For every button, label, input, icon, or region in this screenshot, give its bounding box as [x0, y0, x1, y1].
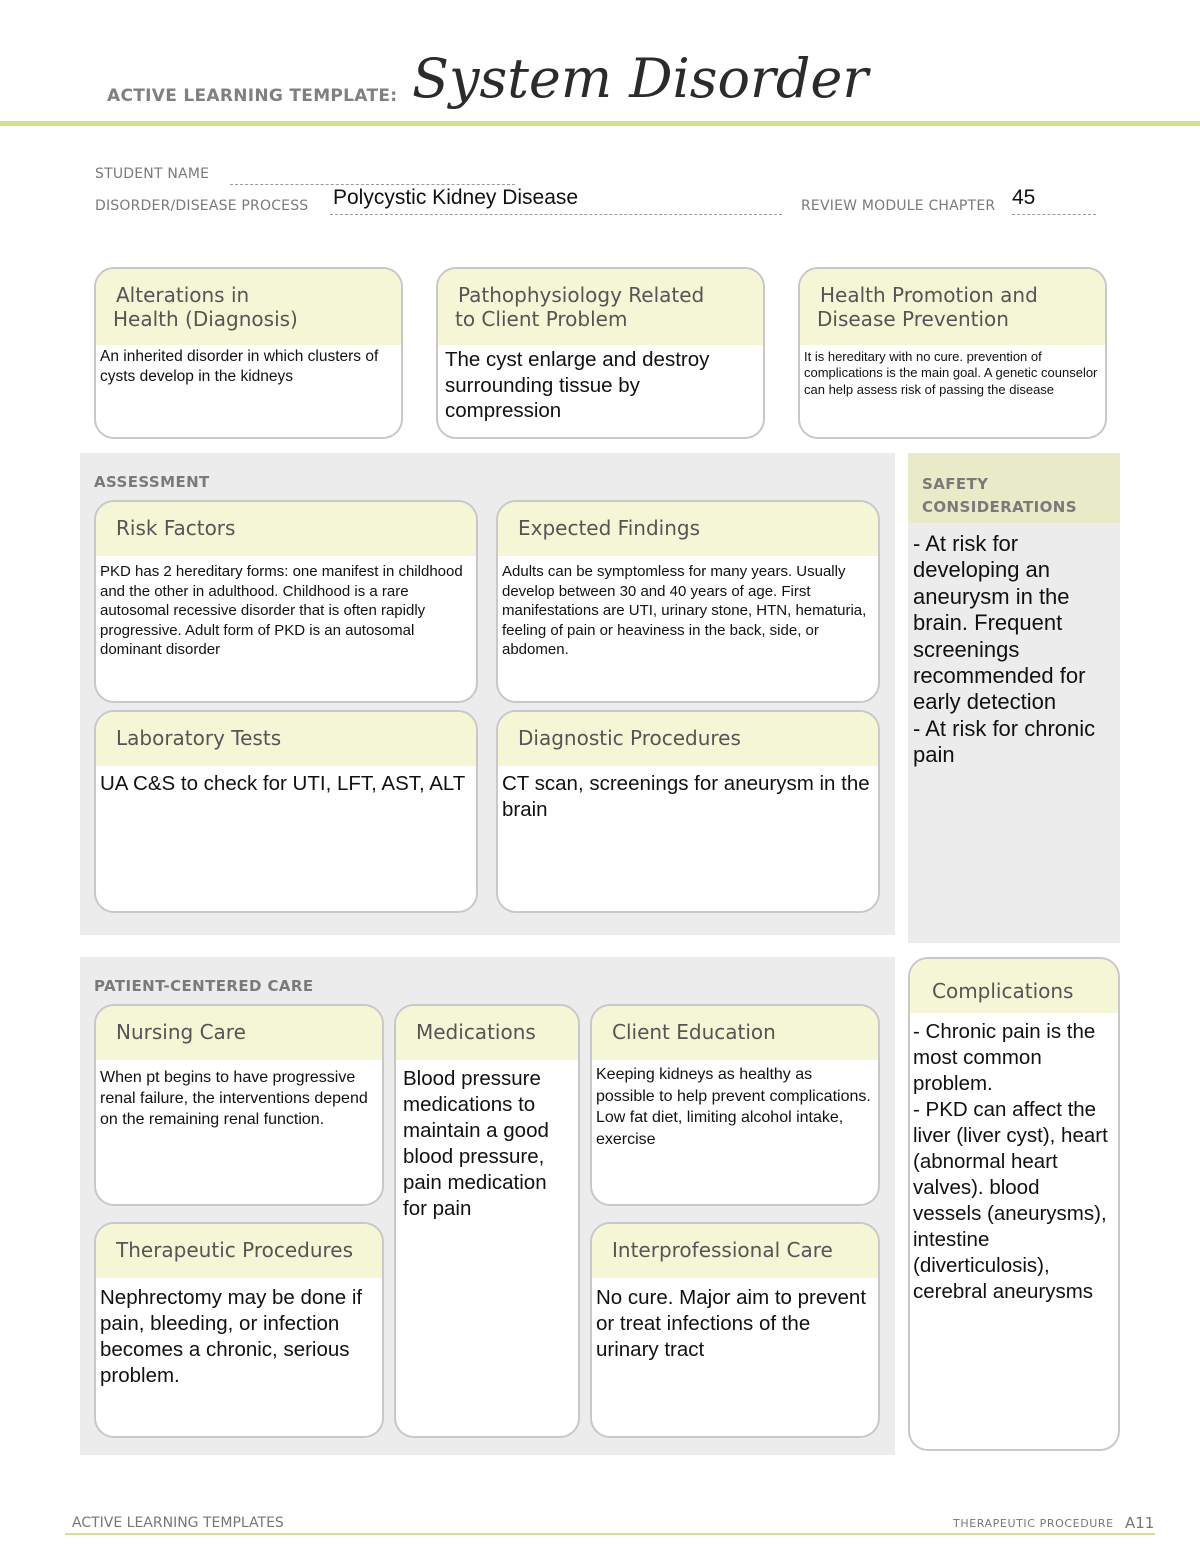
risk-factors-box[interactable]	[94, 500, 478, 703]
diagnostic-procedures-title: Diagnostic Procedures	[498, 712, 878, 766]
interprofessional-care-body: No cure. Major aim to prevent or treat infections of the urinary tract	[596, 1286, 867, 1362]
template-label: ACTIVE LEARNING TEMPLATE:	[107, 86, 398, 106]
alterations-body: An inherited disorder in which clusters of cysts develop in the kidneys	[100, 348, 379, 385]
interprofessional-care-title: Interprofessional Care	[592, 1224, 878, 1278]
health-promotion-box[interactable]	[798, 267, 1107, 439]
expected-findings-title: Expected Findings	[498, 502, 878, 556]
student-name-field[interactable]	[230, 168, 515, 185]
laboratory-tests-title: Laboratory Tests	[96, 712, 476, 766]
therapeutic-procedures-box[interactable]	[94, 1222, 384, 1438]
risk-factors-title: Risk Factors	[96, 502, 476, 556]
alterations-box[interactable]	[94, 267, 403, 439]
footer-divider	[65, 1533, 1155, 1535]
client-education-body: Keeping kidneys as healthy as possible to help prevent complications. Low fat diet, limiting alcohol intake, exercise	[596, 1066, 871, 1148]
chapter-label: REVIEW MODULE CHAPTER	[801, 198, 996, 214]
footer-page-number: A11	[1125, 1514, 1155, 1532]
patient-care-heading: PATIENT-CENTERED CARE	[94, 977, 314, 995]
safety-heading	[922, 473, 1077, 520]
footer-right: THERAPEUTIC PROCEDURE	[953, 1517, 1114, 1530]
health-promotion-body: It is hereditary with no cure. prevention of complications is the main goal. A genetic counselor can help assess risk of passing the disease	[804, 349, 1098, 397]
pathophysiology-body: The cyst enlarge and destroy surrounding tissue by compression	[445, 348, 710, 423]
medications-body: Blood pressure medications to maintain a good blood pressure, pain medication for pain	[403, 1067, 549, 1221]
safety-heading-line-1: SAFETY	[922, 475, 989, 493]
alterations-title-1: Alterations in	[116, 283, 250, 307]
health-promotion-title-2: Disease Prevention	[817, 307, 1009, 331]
therapeutic-procedures-body: Nephrectomy may be done if pain, bleeding, or infection becomes a chronic, serious problem.	[100, 1286, 363, 1388]
disorder-field[interactable]	[330, 186, 782, 215]
chapter-field[interactable]	[1012, 186, 1096, 215]
nursing-care-title: Nursing Care	[96, 1006, 382, 1060]
nursing-care-box[interactable]	[94, 1004, 384, 1206]
disorder-value: Polycystic Kidney Disease	[333, 186, 579, 209]
risk-factors-body: PKD has 2 hereditary forms: one manifest in childhood and the other in adulthood. Childhood is a rare autosomal recessive disorder that is often rapidly progressive. Adult form of PKD is an autosomal dominant disorder	[100, 563, 463, 658]
expected-findings-body: Adults can be symptomless for many years. Usually develop between 30 and 40 years of age. First manifestations are UTI, urinary stone, HTN, hematuria, feeling of pain or heaviness in the back, side, or abdomen.	[502, 563, 867, 658]
interprofessional-care-box[interactable]	[590, 1222, 880, 1438]
nursing-care-body: When pt begins to have progressive renal failure, the interventions depend on the remaining renal function.	[100, 1069, 368, 1128]
header-divider	[0, 121, 1200, 126]
footer-left: ACTIVE LEARNING TEMPLATES	[72, 1515, 284, 1531]
medications-box[interactable]	[394, 1004, 580, 1438]
student-name-label: STUDENT NAME	[95, 166, 210, 182]
safety-body: - At risk for developing an aneurysm in the brain. Frequent screenings recommended for early detection - At risk for chronic pain	[913, 531, 1096, 768]
pathophysiology-title-1: Pathophysiology Related	[458, 283, 705, 307]
complications-box[interactable]	[908, 957, 1120, 1451]
assessment-heading: ASSESSMENT	[94, 473, 210, 491]
page-title: System Disorder	[412, 47, 869, 110]
safety-heading-line-2: CONSIDERATIONS	[922, 498, 1077, 517]
pathophysiology-box[interactable]	[436, 267, 765, 439]
medications-title: Medications	[396, 1006, 578, 1060]
complications-title: Complications	[910, 959, 1118, 1013]
complications-body: - Chronic pain is the most common problem. - PKD can affect the liver (liver cyst), heart (abnormal heart valves). blood vessels (aneurysms), intestine (diverticulosis), cerebral aneurysms	[913, 1020, 1108, 1304]
client-education-title: Client Education	[592, 1006, 878, 1060]
chapter-value: 45	[1012, 186, 1036, 209]
pathophysiology-title-2: to Client Problem	[455, 307, 628, 331]
diagnostic-procedures-box[interactable]	[496, 710, 880, 913]
laboratory-tests-box[interactable]	[94, 710, 478, 913]
diagnostic-procedures-body: CT scan, screenings for aneurysm in the brain	[502, 772, 870, 821]
health-promotion-title-1: Health Promotion and	[820, 283, 1038, 307]
disorder-label: DISORDER/DISEASE PROCESS	[95, 198, 309, 214]
client-education-box[interactable]	[590, 1004, 880, 1206]
laboratory-tests-body: UA C&S to check for UTI, LFT, AST, ALT	[100, 772, 466, 795]
expected-findings-box[interactable]	[496, 500, 880, 703]
alterations-title-2: Health (Diagnosis)	[113, 307, 298, 331]
therapeutic-procedures-title: Therapeutic Procedures	[96, 1224, 382, 1278]
